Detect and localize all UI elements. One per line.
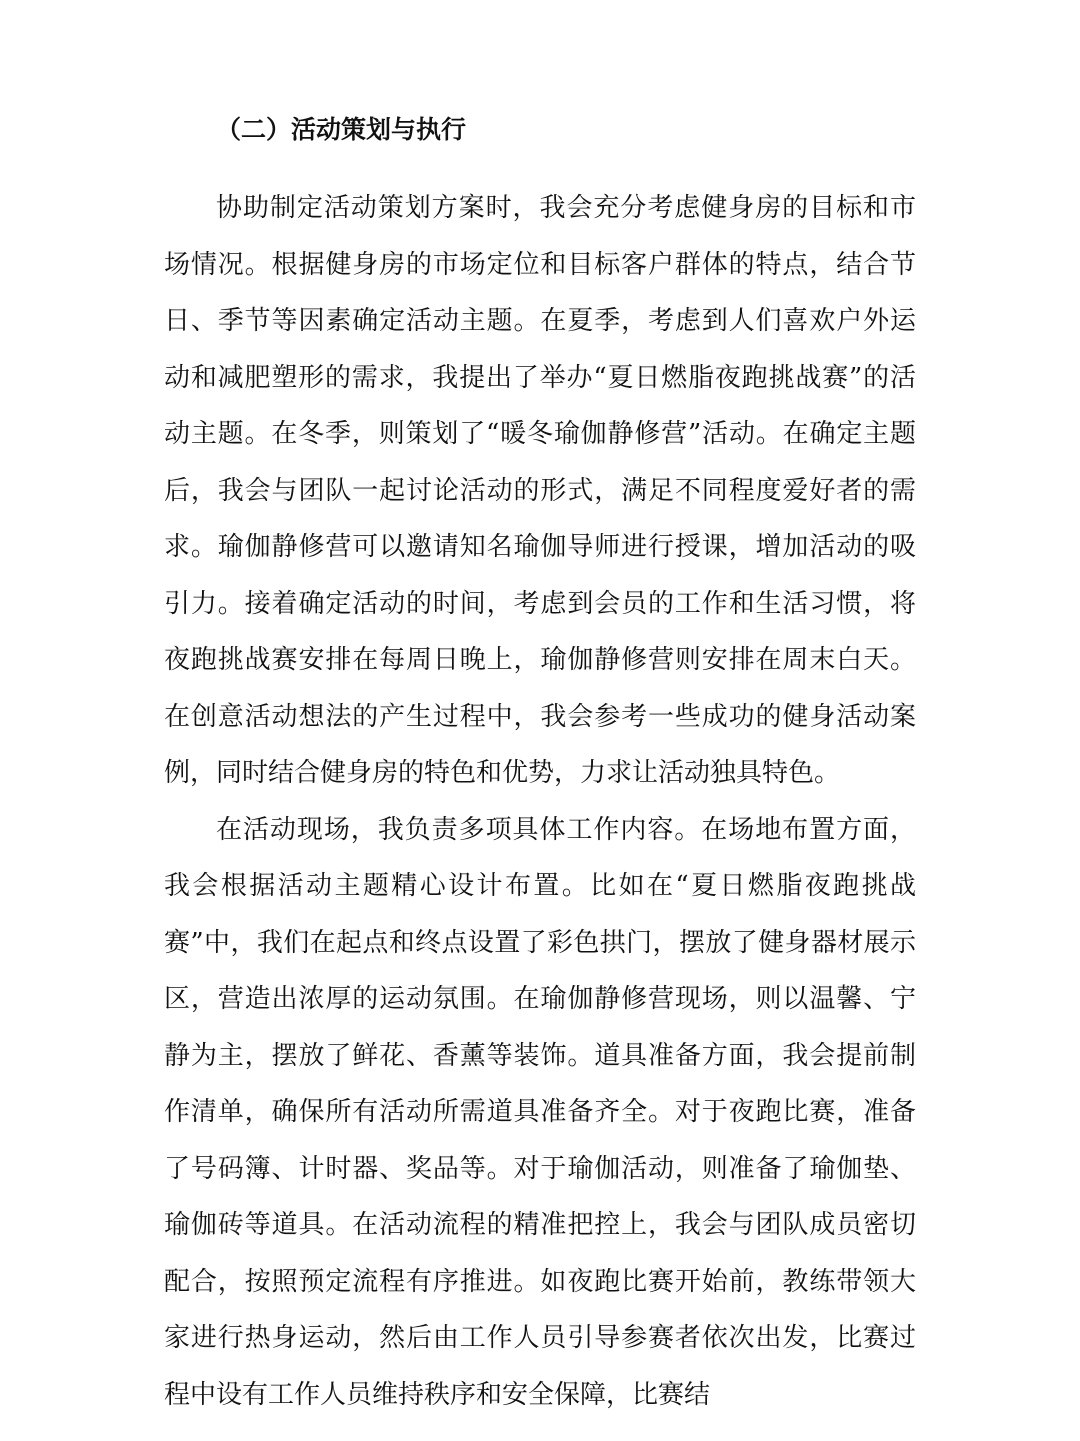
section-heading: （二）活动策划与执行 — [216, 115, 467, 144]
paragraph-on-site-execution: 在活动现场，我负责多项具体工作内容。在场地布置方面，我会根据活动主题精心设计布置。比如在“夏日燃脂夜跑挑战赛”中，我们在起点和终点设置了彩色拱门，摆放了健身器材展示区，营造出浓厚的运动氛围。在瑜伽静修营现场，则以温馨、宁静为主，摆放了鲜花、香薰等装饰。道具准备方面，我会提前制作清单，确保所有活动所需道具准备齐全。对于夜跑比赛，准备了号码簿、计时器、奖品等。对于瑜伽活动，则准备了瑜伽垫、瑜伽砖等道具。在活动流程的精准把控上，我会与团队成员密切配合，按照预定流程有序推进。如夜跑比赛开始前，教练带领大家进行热身运动，然后由工作人员引导参赛者依次出发，比赛过程中设有工作人员维持秩序和安全保障，比赛结 — [164, 814, 916, 1410]
document-body — [164, 104, 916, 1423]
paragraph-activity-planning: 协助制定活动策划方案时，我会充分考虑健身房的目标和市场情况。根据健身房的市场定位和目标客户群体的特点，结合节日、季节等因素确定活动主题。在夏季，考虑到人们喜欢户外运动和减肥塑形的需求，我提出了举办“夏日燃脂夜跑挑战赛”的活动主题。在冬季，则策划了“暖冬瑜伽静修营”活动。在确定主题后，我会与团队一起讨论活动的形式，满足不同程度爱好者的需求。瑜伽静修营可以邀请知名瑜伽导师进行授课，增加活动的吸引力。接着确定活动的时间，考虑到会员的工作和生活习惯，将夜跑挑战赛安排在每周日晚上，瑜伽静修营则安排在周末白天。在创意活动想法的产生过程中，我会参考一些成功的健身活动案例，同时结合健身房的特色和优势，力求让活动独具特色。 — [164, 193, 916, 788]
